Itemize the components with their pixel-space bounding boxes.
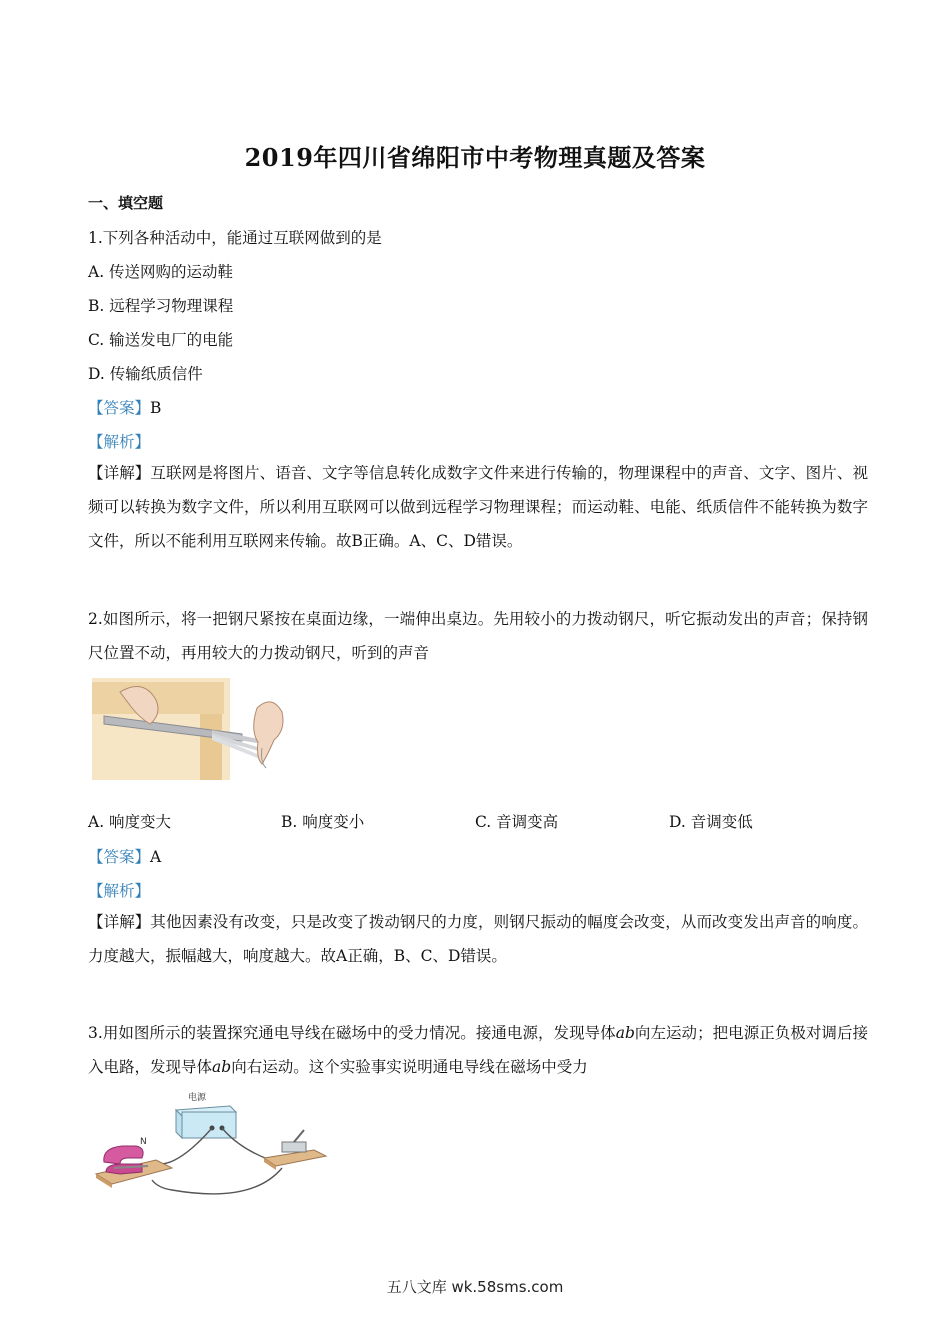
q2-analysis-tag: 【解析】 [88,882,151,900]
q2-detail [88,905,868,973]
q1-analysis-tag: 【解析】 [88,433,151,451]
q3-stem [88,1016,868,1084]
answer-tag: 【答案】 [88,848,151,866]
q1-stem: 1.下列各种活动中，能通过互联网做到的是 [88,229,382,247]
section-heading: 一、填空题 [88,194,164,212]
circuit-figure [92,1092,332,1207]
detail-tag: 【详解】 [88,913,151,931]
answer-value: B [150,399,162,417]
conductor-var: ab [212,1058,232,1076]
q2-stem: 2.如图所示，将一把钢尺紧按在桌面边缘，一端伸出桌边。先用较小的力拨动钢尺，听它振动发出的声音；保持钢尺位置不动，再用较大的力拨动钢尺，听到的声音 [88,610,868,662]
q2-option-d: D. 音调变低 [669,813,753,831]
detail-text: 其他因素没有改变，只是改变了拨动钢尺的力度，则钢尺振动的幅度会改变，从而改变发出声音的响度。力度越大，振幅越大，响度越大。故A正确，B、C、D错误。 [88,913,868,965]
detail-tag: 【详解】 [88,464,151,482]
q1-detail [88,456,868,558]
page-title: 2019年四川省绵阳市中考物理真题及答案 [244,143,706,172]
power-label: 电源 [188,1093,207,1103]
answer-tag: 【答案】 [88,399,151,417]
stem-text: 向右运动。这个实验事实说明通电导线在磁场中受力 [231,1058,588,1076]
q2-option-b: B. 响度变小 [281,813,365,831]
ruler-figure [92,678,287,780]
magnet-pole-label: N [140,1137,147,1147]
stem-text: 3.用如图所示的装置探究通电导线在磁场中的受力情况。接通电源，发现导体 [88,1024,616,1042]
detail-text: 互联网是将图片、语音、文字等信息转化成数字文件来进行传输的，物理课程中的声音、文字、图片、视频可以转换为数字文件，所以利用互联网可以做到远程学习物理课程；而运动鞋、电能、纸质信件不能转换为数字文件，所以不能利用互联网来传输。故B正确。A、C、D错误。 [88,464,868,550]
q1-option-b: B. 远程学习物理课程 [88,297,234,315]
q2-option-c: C. 音调变高 [475,813,559,831]
conductor-var: ab [615,1024,635,1042]
q1-answer [88,396,161,418]
answer-value: A [150,848,162,866]
q1-option-c: C. 输送发电厂的电能 [88,331,234,349]
stem-text: 向左运动；把电源正负极对调后接入电路，发现导体 [88,1024,868,1076]
q1-option-d: D. 传输纸质信件 [88,365,203,383]
footer-watermark: 五八文库 wk.58sms.com [386,1278,564,1296]
q2-option-a: A. 响度变大 [88,813,172,831]
q1-option-a: A. 传送网购的运动鞋 [88,263,234,281]
q2-answer [88,845,161,867]
